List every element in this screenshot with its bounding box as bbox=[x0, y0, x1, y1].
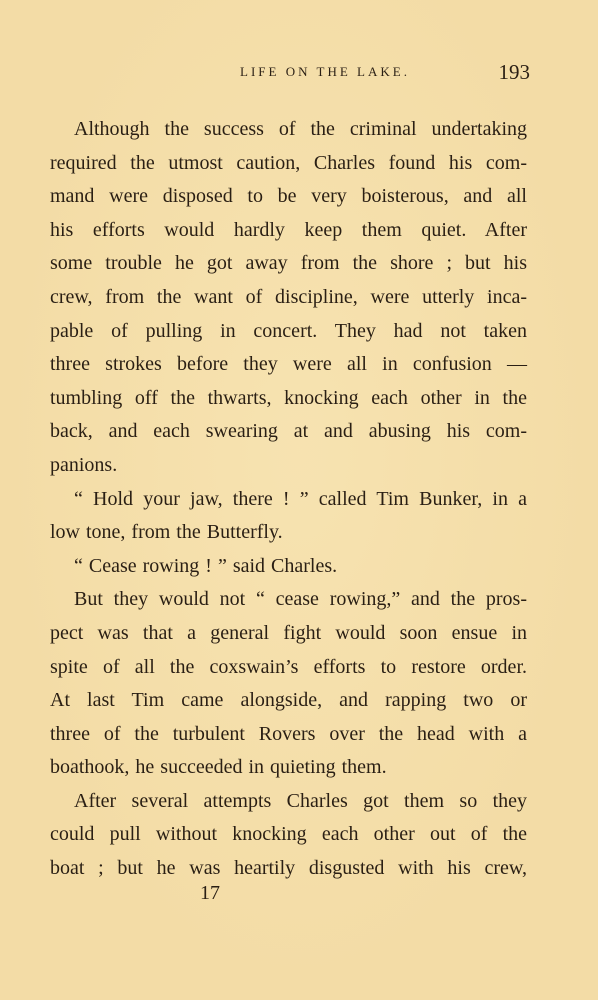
text-line: But they would not “ cease rowing,” and the pros- bbox=[74, 588, 527, 611]
text-line: “ Cease rowing ! ” said Charles. bbox=[74, 554, 338, 577]
text-line: three of the turbulent Rovers over the head with a bbox=[50, 722, 527, 745]
text-line: spite of all the coxswain’s efforts to restore order. bbox=[50, 655, 527, 678]
text-line: pect was that a general fight would soon ensue in bbox=[50, 621, 527, 644]
page-number: 193 bbox=[498, 60, 530, 84]
text-line: mand were disposed to be very boisterous, and all bbox=[50, 185, 527, 208]
text-line: tumbling off the thwarts, knocking each other in the bbox=[50, 386, 527, 409]
text-line: panions. bbox=[50, 453, 118, 476]
text-line: At last Tim came alongside, and rapping two or bbox=[50, 689, 527, 712]
text-line: After several attempts Charles got them so they bbox=[74, 789, 527, 812]
text-line: boat ; but he was heartily disgusted with his crew, bbox=[50, 857, 527, 880]
signature-mark: 17 bbox=[200, 882, 220, 904]
text-line: back, and each swearing at and abusing his com- bbox=[50, 420, 527, 443]
text-line: three strokes before they were all in confusion — bbox=[50, 353, 527, 376]
text-line: “ Hold your jaw, there ! ” called Tim Bunker, in a bbox=[74, 487, 527, 510]
running-title: LIFE ON THE LAKE. bbox=[240, 64, 410, 79]
text-line: some trouble he got away from the shore ; but his bbox=[50, 252, 527, 275]
text-line: Although the success of the criminal undertaking bbox=[74, 118, 527, 140]
text-line: low tone, from the Butterfly. bbox=[50, 521, 283, 544]
body-text bbox=[50, 113, 527, 886]
text-line: pable of pulling in concert. They had not taken bbox=[50, 319, 527, 342]
text-line: boathook, he succeeded in quieting them. bbox=[50, 756, 387, 779]
text-line: required the utmost caution, Charles found his com- bbox=[50, 151, 527, 174]
text-line: his efforts would hardly keep them quiet. After bbox=[50, 218, 527, 241]
running-head bbox=[50, 60, 530, 90]
text-line: crew, from the want of discipline, were utterly inca- bbox=[50, 285, 527, 308]
text-line: could pull without knocking each other out of the bbox=[50, 823, 527, 846]
